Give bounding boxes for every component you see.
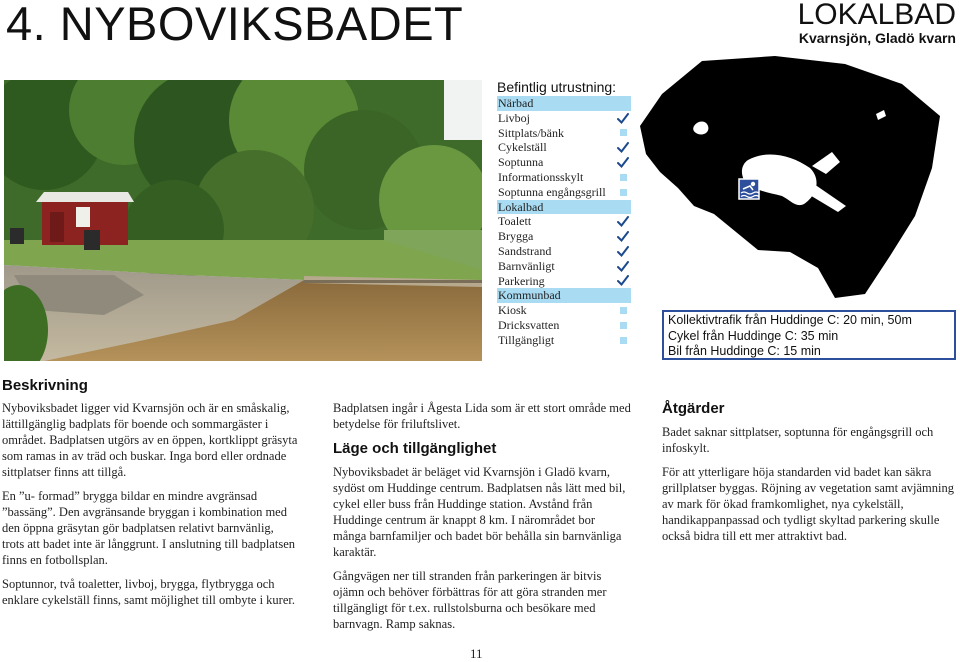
- empty-square-shape: [620, 322, 627, 329]
- equipment-item-label: Lokalbad: [498, 199, 544, 214]
- transport-public: Kollektivtrafik från Huddinge C: 20 min, 50m: [668, 313, 912, 327]
- description-paragraph-2: En ”u- formad” brygga bildar en mindre avgränsad ”bassäng”. Den avgränsande bryggan i kombination med den öppna gräsytan gör badplatsen relativt barnvänlig, trots att badet inte är långgrunt. I anslutning till badplatsen finns en fotbollsplan.: [2, 489, 295, 567]
- check-icon: [617, 155, 629, 170]
- equipment-item: [497, 318, 631, 333]
- check-icon: [617, 229, 629, 244]
- equipment-item: [497, 155, 631, 170]
- location-section: [333, 400, 631, 640]
- equipment-item-label: Informationsskylt: [498, 169, 584, 184]
- transport-car: Bil från Huddinge C: 15 min: [668, 344, 821, 358]
- description-heading: Beskrivning: [2, 377, 88, 394]
- location-paragraph-1: Nyboviksbadet är beläget vid Kvarnsjön i Gladö kvarn, sydöst om Huddinge centrum. Badplatsen nås lätt med bil, cykel eller buss från Huddinge station. Avstånd från Huddinge centrum är knappt 8 km. I närområdet bor många barnfamiljer och badet bör behålla sin barnvänliga karaktär.: [333, 465, 626, 559]
- beach-photo: [4, 80, 482, 361]
- equipment-item-label: Soptunna engångsgrill: [498, 184, 606, 199]
- equipment-item: [497, 274, 631, 289]
- equipment-item-label: Cykelställ: [498, 140, 547, 155]
- empty-square-icon: [617, 126, 629, 141]
- equipment-item: [497, 185, 631, 200]
- actions-section: [662, 400, 958, 552]
- empty-square-shape: [620, 174, 627, 181]
- equipment-item-label: Kommunbad: [498, 288, 561, 303]
- description-paragraph-1: Nyboviksbadet ligger vid Kvarnsjön och är en småskalig, lättillgänglig badplats för boende och sommargäster i området. Badplatsen utgörs av en öppen, kortklippt gräsyta som ramas in av träd och buskar. Inga bord eller ordnade sittplatser finns att tillgå.: [2, 401, 298, 479]
- check-icon: [617, 140, 629, 155]
- empty-square-shape: [620, 337, 627, 344]
- equipment-heading: Befintlig utrustning:: [497, 79, 617, 95]
- equipment-item: [497, 126, 631, 141]
- equipment-item: [497, 288, 631, 303]
- equipment-item: [497, 303, 631, 318]
- equipment-rows: [497, 96, 631, 348]
- description-paragraph-3: Soptunnor, två toaletter, livboj, brygga, flytbrygga och enklare cykelställ finns, samt möjlighet till ombyte i kurer.: [2, 577, 295, 607]
- equipment-item-label: Tillgängligt: [498, 332, 555, 347]
- equipment-item-label: Toalett: [498, 214, 532, 229]
- empty-square-icon: [617, 170, 629, 185]
- empty-square-shape: [620, 129, 627, 136]
- equipment-item-label: Livboj: [498, 110, 530, 125]
- equipment-item: [497, 200, 631, 215]
- check-icon: [617, 111, 629, 126]
- equipment-item: [497, 229, 631, 244]
- equipment-item-label: Brygga: [498, 229, 534, 244]
- equipment-item-label: Sittplats/bänk: [498, 125, 564, 140]
- area-intro: Badplatsen ingår i Ågesta Lida som är ett stort område med betydelse för friluftslivet.: [333, 401, 631, 431]
- page-number: 11: [470, 646, 483, 661]
- bath-type-label: LOKALBAD: [797, 0, 956, 31]
- actions-paragraph-1: Badet saknar sittplatser, soptunna för engångsgrill och infoskylt.: [662, 425, 934, 455]
- check-icon: [617, 214, 629, 229]
- bath-type-block: [798, 0, 956, 46]
- equipment-item: [497, 140, 631, 155]
- equipment-item-label: Soptunna: [498, 155, 544, 170]
- location-label: Kvarnsjön, Gladö kvarn: [798, 30, 956, 46]
- actions-paragraph-2: För att ytterligare höja standarden vid badet kan säkra grillplatser byggas. Röjning av vegetation samt avjämning av mark för ökad framkomlighet, nya cykelställ, handikappanpassad och tydligt skyltad parkering skulle också bidra till ett mer attraktivt bad.: [662, 465, 954, 543]
- actions-heading: Åtgärder: [662, 400, 725, 417]
- empty-square-shape: [620, 189, 627, 196]
- equipment-list: [497, 80, 631, 348]
- equipment-item-label: Dricksvatten: [498, 317, 560, 332]
- check-icon: [617, 244, 629, 259]
- swimmer-sign-icon: [739, 179, 759, 199]
- empty-square-icon: [617, 303, 629, 318]
- equipment-item-label: Barnvänligt: [498, 258, 555, 273]
- equipment-item: [497, 259, 631, 274]
- equipment-item-label: Kiosk: [498, 303, 527, 318]
- page-title: 4. NYBOVIKSBADET: [6, 0, 464, 50]
- equipment-item: [497, 96, 631, 111]
- empty-square-shape: [620, 307, 627, 314]
- location-paragraph-2: Gångvägen ner till stranden från parkeringen är bitvis ojämn och behöver förbättras för att göra stranden mer tillgängligt för t.ex. rullstolsburna och besökare med barnvagn. Ramp saknas.: [333, 569, 607, 631]
- empty-square-icon: [617, 333, 629, 348]
- equipment-item: [497, 244, 631, 259]
- check-icon: [617, 259, 629, 274]
- transport-info-box: [662, 310, 956, 360]
- description-section: [2, 377, 298, 616]
- transport-bike: Cykel från Huddinge C: 35 min: [668, 328, 839, 343]
- empty-square-icon: [617, 185, 629, 200]
- empty-square-icon: [617, 318, 629, 333]
- equipment-item: [497, 111, 631, 126]
- equipment-item: [497, 214, 631, 229]
- equipment-item-label: Närbad: [498, 96, 534, 110]
- equipment-item-label: Sandstrand: [498, 243, 552, 258]
- location-heading: Läge och tillgänglighet: [333, 440, 497, 457]
- equipment-item-label: Parkering: [498, 273, 545, 288]
- check-icon: [617, 274, 629, 289]
- equipment-item: [497, 170, 631, 185]
- equipment-item: [497, 333, 631, 348]
- location-map: [640, 56, 940, 306]
